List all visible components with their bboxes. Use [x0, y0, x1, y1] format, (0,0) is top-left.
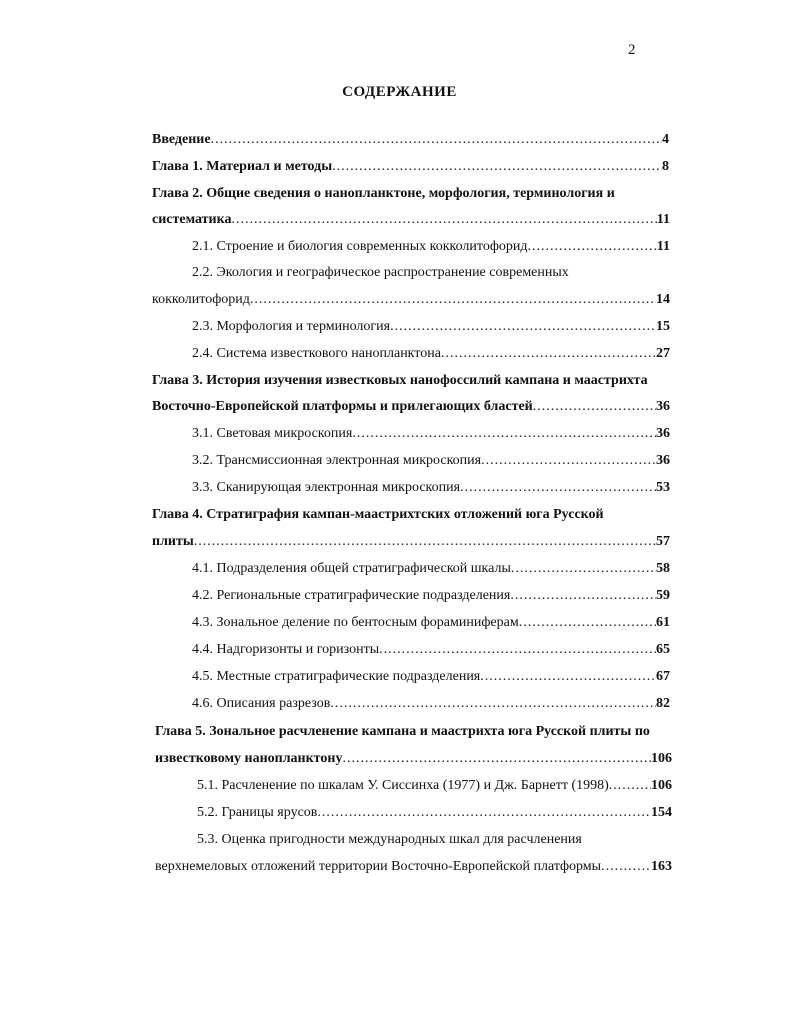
toc-entry — [152, 289, 670, 311]
toc-entry — [152, 209, 670, 231]
toc-entry — [192, 423, 670, 445]
toc-entry — [152, 183, 615, 205]
toc-entry-text: 4.6. Описания разрезов — [192, 696, 331, 711]
toc-entry — [192, 450, 670, 472]
toc-entry-page: 61 — [656, 615, 670, 630]
toc-entry-text: Восточно-Европейской платформы и прилегающих бластей — [152, 399, 533, 414]
toc-entry-text: систематика — [152, 212, 232, 227]
toc-entry-text: 2.2. Экология и географическое распространение современных — [192, 265, 569, 280]
toc-entry-page: 36 — [656, 453, 670, 468]
toc-entry — [192, 558, 670, 580]
toc-entry-text: Глава 5. Зональное расчленение кампана и маастрихта юга Русской плиты по — [155, 724, 650, 739]
toc-entry-page: 163 — [651, 859, 672, 874]
toc-entry — [152, 129, 669, 151]
toc-entry — [152, 156, 669, 178]
toc-entry-text: 4.5. Местные стратиграфические подразделения — [192, 669, 481, 684]
toc-entry-page: 57 — [656, 534, 670, 549]
toc-entry-page: 106 — [651, 778, 672, 793]
toc-entry — [192, 343, 670, 365]
toc-entry — [192, 639, 670, 661]
toc-entry — [197, 829, 582, 851]
toc-entry — [152, 504, 604, 526]
toc-entry-page: 65 — [656, 642, 670, 657]
toc-entry-text: 2.1. Строение и биология современных кокколитофорид — [192, 239, 528, 254]
toc-entry — [155, 856, 672, 878]
toc-entry-text: 4.1. Подразделения общей стратиграфической шкалы — [192, 561, 511, 576]
toc-entry-text: 3.3. Сканирующая электронная микроскопия — [192, 480, 461, 495]
toc-entry — [192, 262, 569, 284]
toc-entry-text: 3.1. Световая микроскопия — [192, 426, 353, 441]
toc-entry-text: кокколитофорид — [152, 292, 250, 307]
toc-entry-text: 4.2. Региональные стратиграфические подразделения — [192, 588, 511, 603]
toc-entry-text: 2.3. Морфология и терминология — [192, 319, 391, 334]
toc-entry — [192, 693, 670, 715]
toc-entry-page: 36 — [656, 426, 670, 441]
toc-entry-text: Глава 1. Материал и методы — [152, 159, 333, 174]
toc-entry-page: 11 — [656, 212, 670, 227]
toc-entry-text: Введение — [152, 132, 211, 147]
toc-entry — [192, 585, 670, 607]
toc-entry-page: 8 — [662, 159, 669, 174]
toc-entry-text: 5.3. Оценка пригодности международных шкал для расчленения — [197, 832, 582, 847]
toc-entry — [192, 316, 670, 338]
toc-entry-page: 154 — [651, 805, 672, 820]
toc-entry-page: 36 — [656, 399, 670, 414]
toc-entry-page: 67 — [656, 669, 670, 684]
toc-entry — [197, 802, 672, 824]
toc-entry — [152, 531, 670, 553]
toc-entry — [155, 748, 672, 770]
toc-entry-text: Глава 3. История изучения известковых нанофоссилий кампана и маастрихта — [152, 373, 648, 388]
toc-entry-page: 15 — [656, 319, 670, 334]
toc-entry-text: 5.1. Расчленение по шкалам У. Сиссинха (1977) и Дж. Барнетт (1998) — [197, 778, 609, 793]
toc-entry-text: 4.4. Надгоризонты и горизонты — [192, 642, 380, 657]
toc-entry-page: 27 — [656, 346, 670, 361]
toc-entry — [192, 477, 670, 499]
toc-entry-page: 4 — [662, 132, 669, 147]
toc-entry-text: плиты — [152, 534, 194, 549]
page-title: СОДЕРЖАНИЕ — [342, 84, 457, 100]
toc-entry-page: 59 — [656, 588, 670, 603]
toc-entry-page: 53 — [656, 480, 670, 495]
toc-entry — [152, 370, 648, 392]
toc-entry-page: 58 — [656, 561, 670, 576]
toc-entry — [192, 236, 670, 258]
page-number: 2 — [628, 42, 636, 58]
toc-entry-page: 82 — [656, 696, 670, 711]
toc-entry — [155, 721, 650, 743]
toc-entry-text: Глава 2. Общие сведения о нанопланктоне, морфология, терминология и — [152, 186, 615, 201]
toc-entry — [192, 612, 670, 634]
toc-entry-text: 5.2. Границы ярусов — [197, 805, 318, 820]
toc-entry — [197, 775, 672, 797]
toc-entry-text: 3.2. Трансмиссионная электронная микроскопия — [192, 453, 482, 468]
toc-entry — [192, 666, 670, 688]
toc-entry-page: 11 — [656, 239, 670, 254]
toc-entry-text: 2.4. Система известкового нанопланктона — [192, 346, 441, 361]
toc-entry-text: известковому нанопланктону — [155, 751, 343, 766]
toc-entry-page: 14 — [656, 292, 670, 307]
toc-entry-page: 106 — [651, 751, 672, 766]
toc-entry — [152, 396, 670, 418]
toc-entry-text: Глава 4. Стратиграфия кампан-маастрихтских отложений юга Русской — [152, 507, 604, 522]
toc-entry-text: 4.3. Зональное деление по бентосным фораминиферам — [192, 615, 519, 630]
toc-entry-text: верхнемеловых отложений территории Восточно-Европейской платформы — [155, 859, 602, 874]
